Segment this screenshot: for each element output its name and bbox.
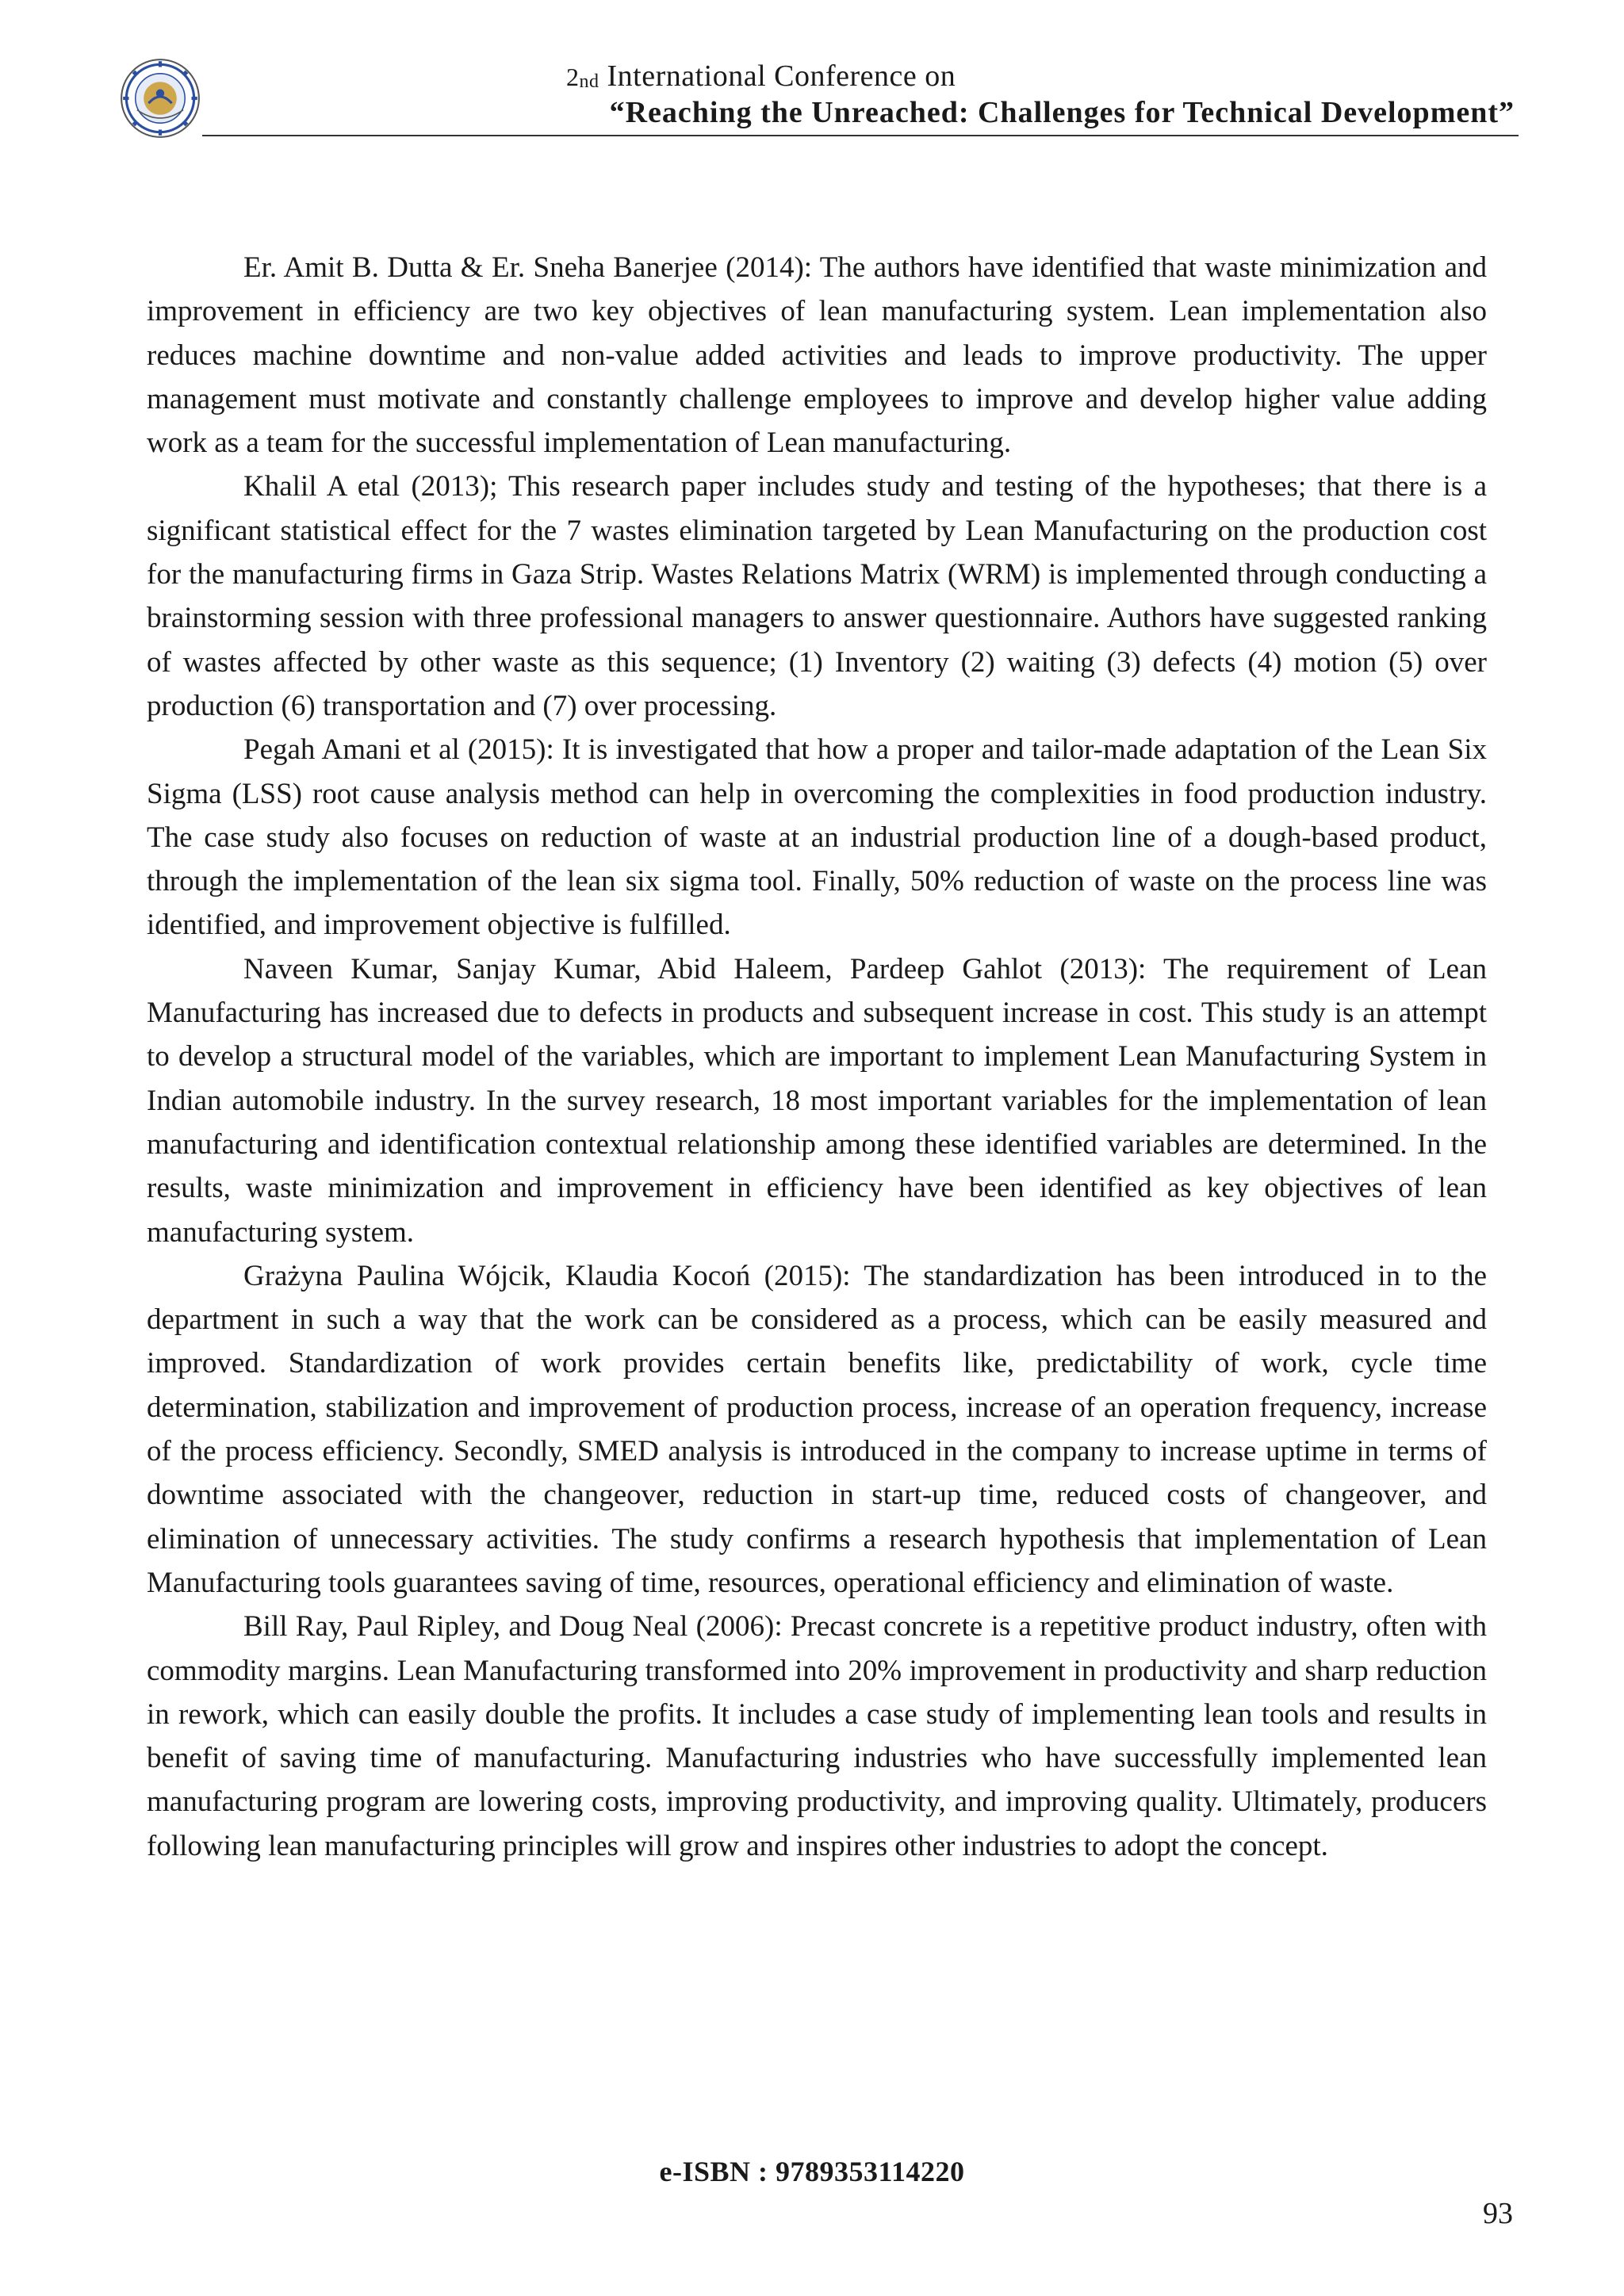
- ordinal-suffix: nd: [579, 71, 599, 92]
- page-header: [119, 52, 1515, 140]
- header-divider: [202, 135, 1519, 136]
- conference-name: International Conference on: [599, 59, 956, 93]
- conference-logo-icon: [119, 57, 201, 140]
- body-text: [147, 246, 1487, 1868]
- paragraph-amani: Pegah Amani et al (2015): It is investigated that how a proper and tailor-made adaptation of the Lean Six Sigma (LSS) root cause analysis method can help in overcoming the complexities in food production industry. The case study also focuses on reduction of waste at an industrial production line of a dough-based product, through the implementation of the lean six sigma tool. Finally, 50% reduction of waste on the process line was identified, and improvement objective is fulfilled.: [147, 733, 1487, 942]
- paragraph-dutta-banerjee: Er. Amit B. Dutta & Er. Sneha Banerjee (2014): The authors have identified that waste minimization and improvement in efficiency are two key objectives of lean manufacturing system. Lean implementation also reduces machine downtime and non-value added activities and leads to improve productivity. The upper management must motivate and constantly challenge employees to improve and develop higher value adding work as a team for the successful implementation of Lean manufacturing.: [147, 251, 1487, 460]
- page-number: 93: [1483, 2197, 1513, 2230]
- paragraph-kumar: Naveen Kumar, Sanjay Kumar, Abid Haleem, Pardeep Gahlot (2013): The requirement of Lean Manufacturing has increased due to defects in products and subsequent increase in cost. This study is an attempt to develop a structural model of the variables, which are important to implement Lean Manufacturing System in Indian automobile industry. In the survey research, 18 most important variables for the implementation of lean manufacturing and identification contextual relationship among these identified variables are determined. In the results, waste minimization and improvement in efficiency have been identified as key objectives of lean manufacturing system.: [147, 952, 1487, 1249]
- conference-title: “Reaching the Unreached: Challenges for Technical Development”: [609, 96, 1515, 129]
- paragraph-wojcik-kocon: Grażyna Paulina Wójcik, Klaudia Kocoń (2015): The standardization has been introduced in to the department in such a way that the work can be considered as a process, which can be easily measured and improved. Standardization of work provides certain benefits like, predictability of work, cycle time determination, stabilization and improvement of production process, increase of an operation frequency, increase of the process efficiency. Secondly, SMED analysis is introduced in the company to increase uptime in terms of downtime associated with the changeover, reduction in start-up time, reduced costs of changeover, and elimination of unnecessary activities. The study confirms a research hypothesis that implementation of Lean Manufacturing tools guarantees saving of time, resources, operational efficiency and elimination of waste.: [147, 1259, 1487, 1599]
- paragraph-khalil: Khalil A etal (2013); This research paper includes study and testing of the hypotheses; that there is a significant statistical effect for the 7 wastes elimination targeted by Lean Manufacturing on the production cost for the manufacturing firms in Gaza Strip. Wastes Relations Matrix (WRM) is implemented through conducting a brainstorming session with three professional managers to answer questionnaire. Authors have suggested ranking of wastes affected by other waste as this sequence; (1) Inventory (2) waiting (3) defects (4) motion (5) over production (6) transportation and (7) over processing.: [147, 470, 1487, 722]
- paragraph-ray-ripley-neal: Bill Ray, Paul Ripley, and Doug Neal (2006): Precast concrete is a repetitive product industry, often with commodity margins. Lean Manufacturing transformed into 20% improvement in productivity and sharp reduction in rework, which can easily double the profits. It includes a case study of implementing lean tools and results in benefit of saving time of manufacturing. Manufacturing industries who have successfully implemented lean manufacturing program are lowering costs, improving productivity, and improving quality. Ultimately, producers following lean manufacturing principles will grow and inspires other industries to adopt the concept.: [147, 1610, 1487, 1862]
- footer-isbn: e-ISBN : 9789353114220: [659, 2156, 965, 2187]
- conference-edition: [566, 59, 956, 99]
- ordinal-number: 2: [566, 63, 580, 91]
